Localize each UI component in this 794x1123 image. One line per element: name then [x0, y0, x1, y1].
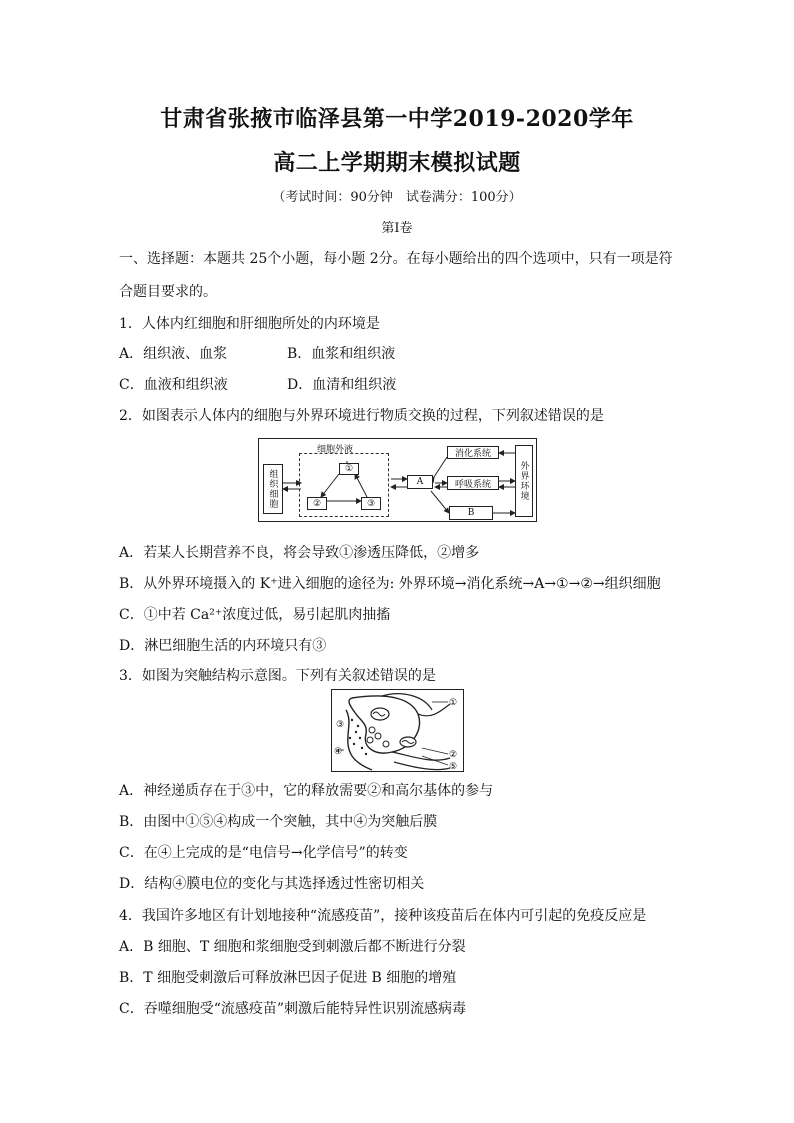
external-environment-label: 外界环境 — [518, 461, 529, 501]
q3-option-b: B．由图中①⑤④构成一个突触，其中④为突触后膜 — [119, 814, 438, 830]
synapse-label-5: ⑤ — [449, 762, 458, 772]
q1-stem: 1．人体内红细胞和肝细胞所处的内环境是 — [119, 316, 380, 332]
synapse-label-1: ① — [449, 698, 458, 708]
q2-option-a: A．若某人长期营养不良，将会导致①渗透压降低，②增多 — [119, 545, 480, 561]
synapse-diagram — [331, 689, 464, 772]
body-fluid-exchange-diagram — [258, 438, 537, 522]
synapse-label-3: ③ — [336, 720, 345, 730]
q2-stem: 2．如图表示人体内的细胞与外界环境进行物质交换的过程，下列叙述错误的是 — [119, 408, 604, 424]
node-3: ③ — [361, 497, 381, 510]
exam-title-line1: 甘肃省张掖市临泽县第一中学2019-2020学年 — [160, 106, 634, 132]
synapse-label-4: ④ — [334, 747, 343, 757]
exam-subtitle: （考试时间：90分钟 试卷满分：100分） — [272, 190, 522, 205]
q2-option-d: D．淋巴细胞生活的内环境只有③ — [119, 638, 327, 654]
tissue-cell-box — [263, 464, 283, 514]
respiratory-system-box: 呼吸系统 — [447, 476, 499, 490]
q4-stem: 4．我国许多地区有计划地接种“流感疫苗”，接种该疫苗后在体内可引起的免疫反应是 — [119, 908, 647, 924]
digestive-system-box: 消化系统 — [447, 446, 499, 459]
node-2: ② — [307, 497, 327, 510]
q4-option-a: A．B 细胞、T 细胞和浆细胞受到刺激后都不断进行分裂 — [119, 939, 466, 955]
extracellular-fluid-label: 细胞外液 — [317, 445, 354, 455]
volume-label: 第Ⅰ卷 — [381, 221, 413, 236]
q1-option-d: D．血清和组织液 — [287, 377, 397, 393]
synapse-drawing — [332, 690, 464, 772]
section-intro-line1: 一、选择题：本题共 25个小题，每小题 2分。在每小题给出的四个选项中，只有一项是符 — [119, 251, 673, 267]
q2-option-c: C．①中若 Ca²⁺浓度过低，易引起肌肉抽搐 — [119, 607, 391, 623]
q4-option-b: B．T 细胞受刺激后可释放淋巴因子促进 B 细胞的增殖 — [119, 970, 457, 986]
q2-option-b: B．从外界环境摄入的 K⁺进入细胞的途径为: 外界环境→消化系统→A→①→②→组织细胞 — [119, 576, 661, 592]
external-environment-box — [515, 445, 533, 517]
tissue-cell-label: 组织细胞 — [267, 469, 278, 509]
q3-stem: 3．如图为突触结构示意图。下列有关叙述错误的是 — [119, 668, 436, 684]
q1-option-a: A．组织液、血浆 — [119, 346, 228, 362]
node-b: B — [449, 506, 493, 520]
exam-title-line2: 高二上学期期末模拟试题 — [273, 150, 521, 176]
q3-option-c: C．在④上完成的是“电信号→化学信号”的转变 — [119, 845, 408, 861]
q3-option-a: A．神经递质存在于③中，它的释放需要②和高尔基体的参与 — [119, 783, 494, 799]
q4-option-c: C．吞噬细胞受“流感疫苗”刺激后能特异性识别流感病毒 — [119, 1001, 467, 1017]
node-1: ① — [339, 463, 359, 475]
section-intro-line2: 合题目要求的。 — [119, 284, 217, 300]
synapse-label-2: ② — [449, 750, 458, 760]
q1-option-b: B．血浆和组织液 — [287, 346, 396, 362]
q1-option-c: C．血液和组织液 — [119, 377, 228, 393]
node-a: A — [407, 475, 433, 489]
q3-option-d: D．结构④膜电位的变化与其选择透过性密切相关 — [119, 876, 425, 892]
